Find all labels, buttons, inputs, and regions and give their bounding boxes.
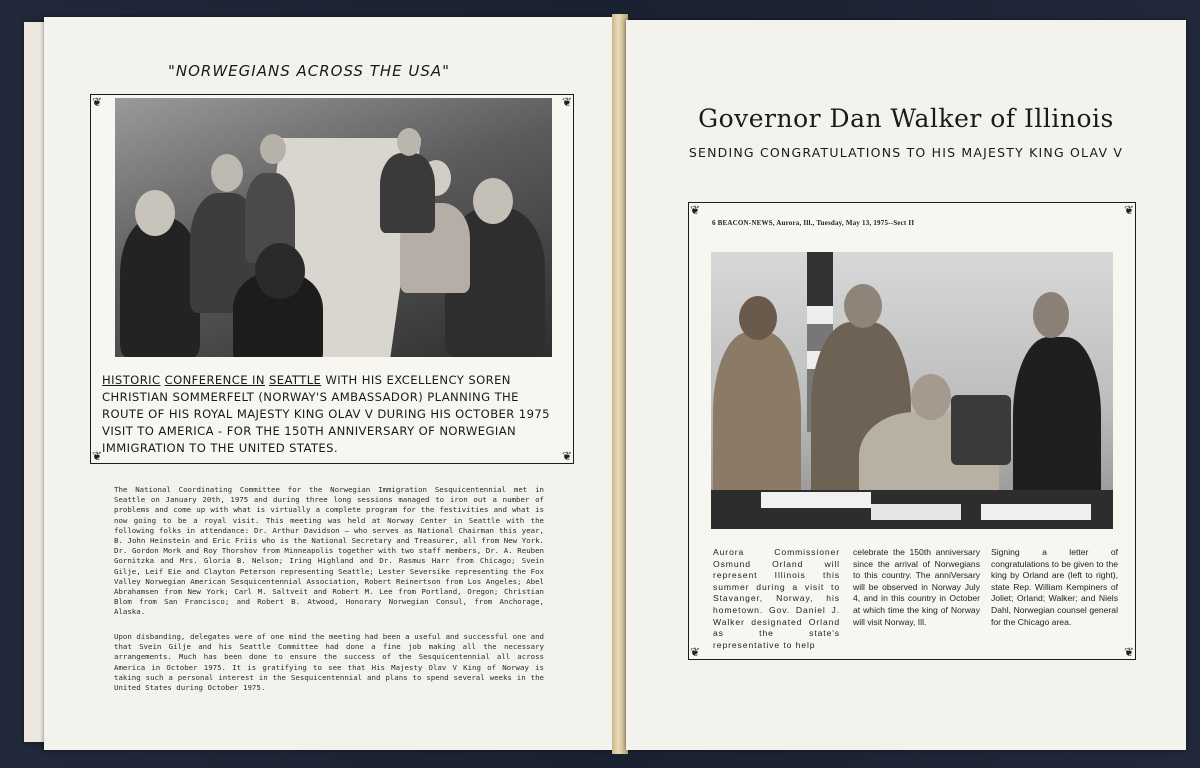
corner-ornament-icon: ❦ (1123, 645, 1134, 659)
corner-ornament-icon: ❦ (1123, 203, 1134, 217)
paper-on-desk (981, 504, 1091, 520)
article-paragraph-1: The National Coordinating Committee for the Norwegian Immigration Sesquicentennial met in Seattle on January 20th, 1975 and during three long sessions managed to iron out a number of problems and come up with what is virtually a complete program for the festivities and what is now going to be a royal visit. This meeting was held at Norway Center in Seattle with the following folks in attendance: Dr. Arthur Davidson — who serves as National Chairman this year, B. John Heinstein and Eric Friis who is the National Secretary and Treasurer, all from New York. Dr. Gordon Mork and Roy Thorshov from Minneapolis together with two staff members, Dr. A. Reuben Gornitzka and Mrs. Gloria B. Nelson; Iring Highland and Dr. Rasmus Harr from Chicago; Svein Gilje, Leif Eie and Clayton Peterson representing Seattle; Lester Seversike representing the Fox Valley Norwegian American Sesquicentennial Association, Robert Reinertson from Los Angeles; Abel Abrahamsen from New York; Carl M. Saltveit and Robert M. Lee from Portland, Oregon; Christian Blom from San Francisco; and Robert B. Atwood, Honorary Norwegian Consul, from Anchorage, Alaska. (114, 485, 544, 617)
attendee-head (473, 178, 513, 224)
article-paragraph-2: Upon disbanding, delegates were of one mind the meeting had been a useful and successful one and that Svein Gilje and his Seattle Committee had done a fine job making all the necessary arrangements. Much has been done to ensure the success of the Sesquicentennial all across America in October 1975. It is gratifying to see that His Majesty Olav V King of Norway is taking such a personal interest in the Sesquicentennial and plans to spend several weeks in the United States during October 1975. (114, 632, 544, 693)
attendee-head (211, 154, 243, 192)
caption-underlined-conference: CONFERENCE IN (164, 373, 265, 387)
attendee-figure (380, 153, 435, 233)
article-column-2: celebrate the 150th anniversary since the arrival of Norwegians to this country. The anniVersary will be observed in Norway July 4, and in this country in October at which time the king of Norway will visit Norway, Ill. (853, 547, 980, 627)
corner-ornament-icon: ❦ (561, 95, 572, 109)
person-head (844, 284, 882, 328)
office-chair (951, 395, 1011, 465)
left-page-heading: "NORWEGIANS ACROSS THE USA" (168, 62, 451, 80)
page-subtitle: SENDING CONGRATULATIONS TO HIS MAJESTY KING OLAV V (688, 145, 1124, 160)
person-head (1033, 292, 1069, 338)
newspaper-header: 6 BEACON-NEWS, Aurora, Ill., Tuesday, May 13, 1975--Sect II (712, 219, 915, 227)
attendee-head (260, 134, 286, 164)
attendee-figure (120, 218, 200, 357)
article-column-1: Aurora Commissioner Osmund Orland will represent Illinois this summer during a visit to Stavanger, Norway, his hometown. Gov. Daniel J. Walker designated Orland as the state's representative to help (713, 547, 840, 650)
paper-on-desk (871, 504, 961, 520)
person-head (739, 296, 777, 340)
conference-photo (115, 98, 552, 357)
article-column-3: Signing a letter of congratulations to be given to the king by Orland are (left to right), state Rep. William Kempiners of Joliet; Orland; Walker; and Niels Dahl, Norwegian counsel general for the Chicago area. (991, 547, 1118, 627)
caption-rest: WITH HIS EXCELLENCY SOREN CHRISTIAN SOMMERFELT (NORWAY'S AMBASSADOR) PLANNING THE ROUTE OF HIS ROYAL MAJESTY KING OLAV V DURING HIS OCTOBER 1975 VISIT TO AMERICA - FOR THE 150TH ANNIVERSARY OF NORWEGIAN IMMIGRATION TO THE UNITED STATES. (102, 373, 550, 455)
attendee-head (135, 190, 175, 236)
caption-underlined-historic: HISTORIC (102, 373, 161, 387)
conference-caption (102, 372, 562, 457)
attendee-head (255, 243, 305, 299)
corner-ornament-icon: ❦ (561, 449, 572, 463)
corner-ornament-icon: ❦ (690, 645, 701, 659)
attendee-head (397, 128, 421, 156)
page-title: Governor Dan Walker of Illinois (698, 104, 1114, 133)
caption-underlined-seattle: SEATTLE (269, 373, 322, 387)
signing-photo (711, 252, 1113, 529)
paper-on-desk (761, 492, 871, 508)
corner-ornament-icon: ❦ (92, 449, 103, 463)
corner-ornament-icon: ❦ (690, 203, 701, 217)
person-head (911, 374, 951, 420)
corner-ornament-icon: ❦ (92, 95, 103, 109)
